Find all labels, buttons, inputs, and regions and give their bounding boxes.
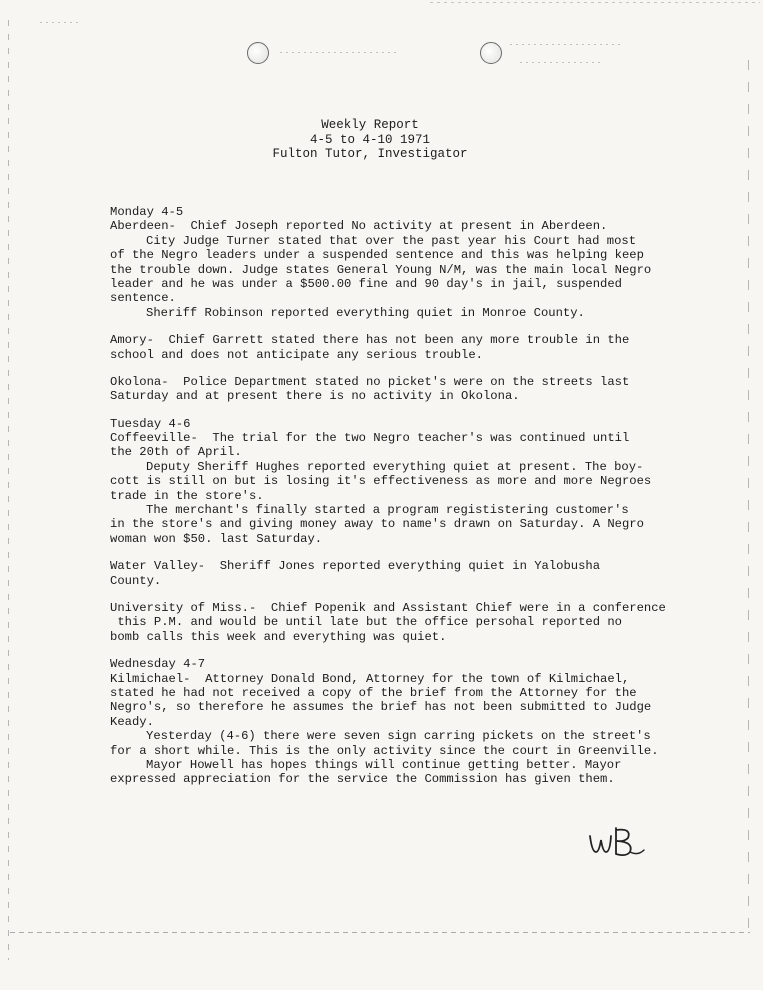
text-line: Kilmichael- Attorney Donald Bond, Attorney for the town of Kilmichael, bbox=[110, 671, 630, 686]
text-line: cott is still on but is losing it's effectiveness as more and more Negroes bbox=[110, 474, 652, 489]
text-line: stated he had not received a copy of the brief from the Attorney for the bbox=[110, 685, 637, 700]
text-line: for a short while. This is the only activity since the court in Greenville. bbox=[110, 743, 659, 758]
report-header bbox=[250, 118, 490, 162]
paragraph-gap bbox=[110, 320, 655, 333]
text-line: Aberdeen- Chief Joseph reported No activity at present in Aberdeen. bbox=[110, 219, 608, 234]
text-line: leader and he was under a $500.00 fine and 90 day's in jail, suspended bbox=[110, 276, 622, 291]
punch-hole-right bbox=[480, 42, 502, 64]
scan-speck-row bbox=[280, 52, 400, 53]
text-line: Saturday and at present there is no activity in Okolona. bbox=[110, 389, 520, 404]
report-title: Weekly Report bbox=[321, 118, 419, 132]
scan-edge-right bbox=[748, 60, 749, 940]
text-line: Mayor Howell has hopes things will continue getting better. Mayor bbox=[146, 757, 622, 772]
text-line: in the store's and giving money away to name's drawn on Saturday. A Negro bbox=[110, 517, 644, 532]
text-line: Keady. bbox=[110, 714, 154, 729]
text-line: University of Miss.- Chief Popenik and Assistant Chief were in a conference bbox=[110, 600, 666, 615]
scan-edge-left bbox=[8, 20, 9, 960]
text-line: Sheriff Robinson reported everything quiet in Monroe County. bbox=[146, 305, 585, 320]
paragraph-gap bbox=[110, 546, 655, 559]
text-line: County. bbox=[110, 573, 162, 588]
text-line: this P.M. and would be until late but the office persohal reported no bbox=[110, 615, 622, 630]
paragraph-gap bbox=[110, 644, 655, 657]
text-line: Water Valley- Sheriff Jones reported everything quiet in Yalobusha bbox=[110, 559, 601, 574]
text-line: Deputy Sheriff Hughes reported everything quiet at present. The boy- bbox=[146, 459, 644, 474]
text-line: woman won $50. last Saturday. bbox=[110, 531, 323, 546]
scan-speck-row bbox=[520, 62, 600, 63]
text-line: expressed appreciation for the service the Commission has given them. bbox=[110, 772, 615, 787]
report-dates: 4-5 to 4-10 1971 bbox=[309, 132, 431, 147]
text-line: Tuesday 4-6 bbox=[110, 416, 191, 431]
handwritten-initials-signature bbox=[586, 822, 650, 864]
text-line: Monday 4-5 bbox=[110, 205, 184, 219]
text-line: trade in the store's. bbox=[110, 488, 264, 503]
text-line: Negro's, so therefore he assumes the brief has not been submitted to Judge bbox=[110, 700, 652, 715]
text-line: Wednesday 4-7 bbox=[110, 657, 206, 672]
report-body bbox=[110, 205, 666, 787]
scan-speck-row bbox=[40, 22, 80, 23]
text-line: City Judge Turner stated that over the past year his Court had most bbox=[146, 233, 637, 248]
paragraph-gap bbox=[110, 404, 655, 417]
text-line: Coffeeville- The trial for the two Negro teacher's was continued until bbox=[110, 431, 630, 446]
text-line: Okolona- Police Department stated no picket's were on the streets last bbox=[110, 374, 630, 389]
text-line: sentence. bbox=[110, 291, 176, 306]
report-author: Fulton Tutor, Investigator bbox=[272, 147, 468, 161]
punch-hole-left bbox=[247, 42, 269, 64]
paragraph-gap bbox=[110, 588, 655, 601]
text-line: Yesterday (4-6) there were seven sign carring pickets on the street's bbox=[146, 729, 651, 744]
text-line: the trouble down. Judge states General Young N/M, was the main local Negro bbox=[110, 262, 652, 277]
scan-edge-top bbox=[430, 2, 760, 3]
scan-edge-bottom bbox=[10, 932, 750, 933]
text-line: Amory- Chief Garrett stated there has not been any more trouble in the bbox=[110, 333, 630, 348]
text-line: The merchant's finally started a program regististering customer's bbox=[146, 503, 629, 518]
scan-speck-row bbox=[510, 44, 620, 45]
text-line: of the Negro leaders under a suspended sentence and this was helping keep bbox=[110, 248, 644, 263]
text-line: bomb calls this week and everything was quiet. bbox=[110, 629, 447, 644]
text-line: school and does not anticipate any serious trouble. bbox=[110, 347, 483, 362]
text-line: the 20th of April. bbox=[110, 445, 242, 460]
paragraph-gap bbox=[110, 362, 655, 375]
